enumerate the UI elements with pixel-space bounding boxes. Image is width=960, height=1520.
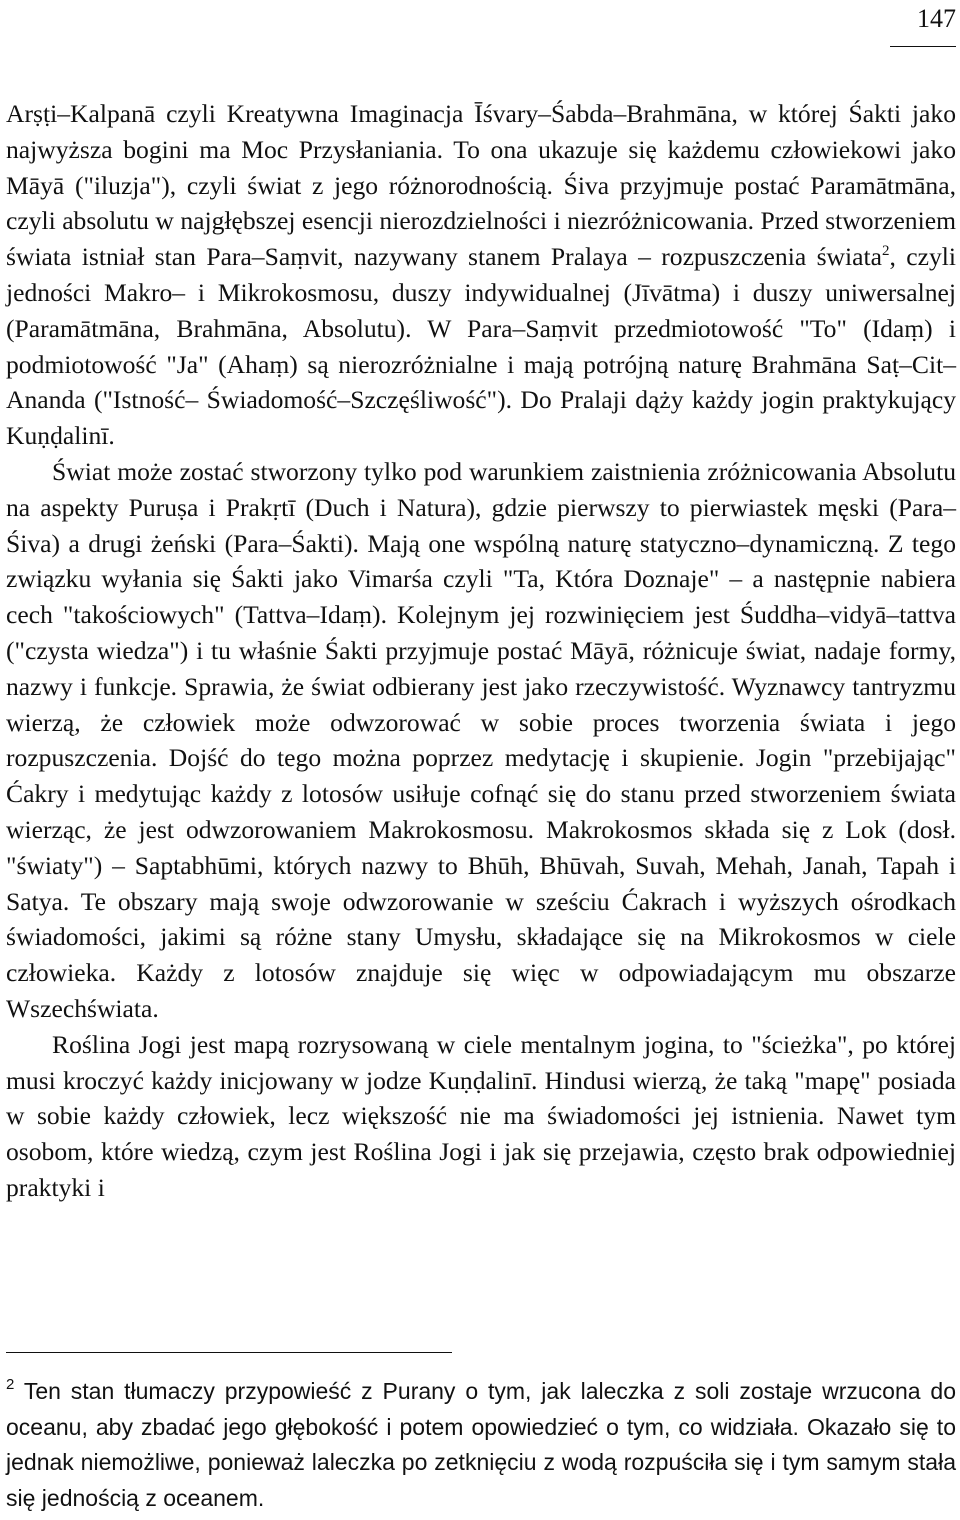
paragraph-1 — [6, 96, 956, 454]
paragraph-1-text-b: , czyli jedności Makro– i Mikrokosmosu, duszy indywidualnej (Jīvātma) i duszy uniwersalnej (Paramātmāna, Brahmāna, Absolutu). W Para–Saṃvit przedmiotowość "To" (Idaṃ) i podmiotowość "Ja" (Ahaṃ) są nierozróżnialne i mają potrójną naturę Brahmāna Saṭ–Cit–Ananda ("Istność– Świadomość–Szczęśliwość"). Do Pralaji dąży każdy jogin praktykujący Kuṇḍalinī. — [6, 242, 956, 451]
paragraph-1-text-a: Arṣṭi–Kalpanā czyli Kreatywna Imaginacja Īśvary–Śabda–Brahmāna, w której Śakti jako najwyższa bogini ma Moc Przysłaniania. To ona ukazuje się każdemu człowiekowi jako Māyā ("iluzja"), czyli świat z jego różnorodnością. Śiva przyjmuje postać Paramātmāna, czyli absolutu w najgłębszej esencji nierozdzielności i niezróżnicowania. Przed stworzeniem świata istniał stan Para–Saṃvit, nazywany stanem Pralaya – rozpuszczenia świata — [6, 99, 956, 272]
footnote-marker: 2 — [6, 1376, 15, 1393]
header-rule — [890, 46, 956, 47]
footnote-separator — [6, 1352, 452, 1353]
paragraph-2: Świat może zostać stworzony tylko pod warunkiem zaistnienia zróżnicowania Absolutu na aspekty Puruṣa i Prakṛtī (Duch i Natura), gdzie pierwszy to pierwiastek męski (Para–Śiva) a drugi żeński (Para–Śakti). Mają one wspólną naturę statyczno–dynamiczną. Z tego związku wyłania się Śakti jako Vimarśa czyli "Ta, Która Doznaje" – a następnie nabiera cech "takościowych" (Tattva–Idaṃ). Kolejnym jej rozwinięciem jest Śuddha–vidyā–tattva ("czysta wiedza") i tu właśnie Śakti przyjmuje postać Māyā, różnicuje świat, nadaje formy, nazwy i funkcje. Sprawia, że świat odbierany jest jako rzeczywistość. Wyznawcy tantryzmu wierzą, że człowiek może odwzorować w sobie proces tworzenia świata i jego rozpuszczenia. Dojść do tego można poprzez medytację i skupienie. Jogin "przebijając" Ćakry i medytując każdy z lotosów usiłuje cofnąć się do stanu przed stworzeniem świata wierząc, że jest odwzorowaniem Makrokosmosu. Makrokosmos składa się z Lok (dosł. "światy") – Saptabhūmi, których nazwy to Bhūh, Bhūvah, Suvah, Mehah, Janah, Tapah i Satya. Te obszary mają swoje odwzorowanie w sześciu Ćakrach i wyższych ośrodkach świadomości, jakimi są różne stany Umysłu, składające się na Mikrokosmos w ciele człowieka. Każdy z lotosów znajduje się więc w odpowiadającym mu obszarze Wszechświata. — [6, 456, 956, 1023]
footnote-reference: 2 — [881, 243, 890, 260]
main-text — [6, 96, 956, 1206]
footnote-paragraph — [6, 1374, 956, 1516]
page-number: 147 — [917, 4, 956, 33]
paragraph-3: Roślina Jogi jest mapą rozrysowaną w ciele mentalnym jogina, to "ścieżka", po której musi kroczyć każdy inicjowany w jodze Kuṇḍalinī. Hindusi wierzą, że taką "mapę" posiada w sobie każdy człowiek, lecz większość nie ma świadomości jej istnienia. Nawet tym osobom, które wiedzą, czym jest Roślina Jogi i jak się przejawia, często brak odpowiedniej praktyki i — [6, 1029, 956, 1202]
footnote — [6, 1374, 956, 1516]
footnote-text: Ten stan tłumaczy przypowieść z Purany o tym, jak laleczka z soli zostaje wrzucona do oceanu, aby zbadać jego głębokość i potem opowiedzieć o tym, co widziała. Okazało się to jednak niemożliwe, ponieważ laleczka po zetknięciu z wodą rozpuściła się i tym samym stała się jednością z oceanem. — [6, 1378, 956, 1511]
